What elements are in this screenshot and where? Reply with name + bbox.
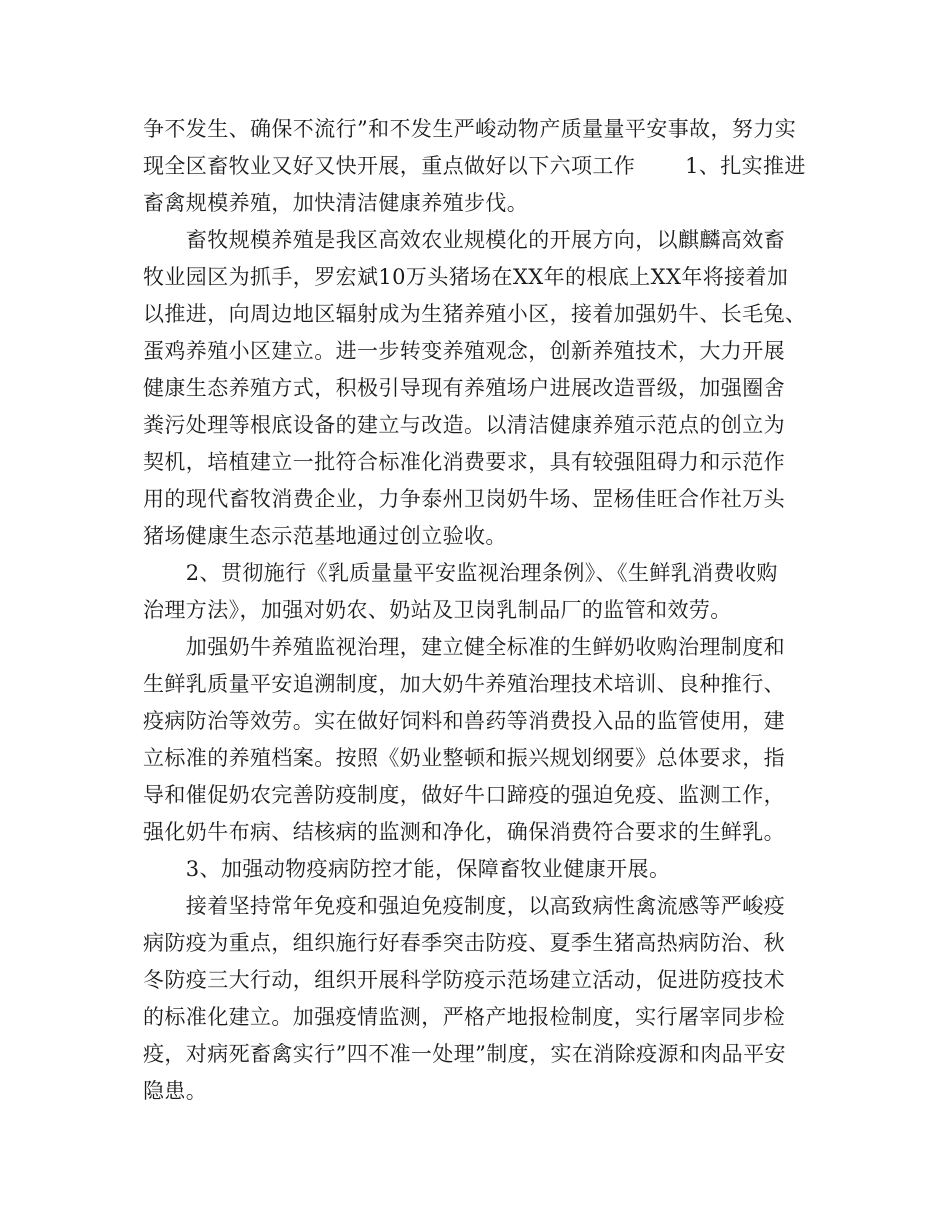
text-line: 强化奶牛布病、结核病的监测和净化，确保消费符合要求的生鲜乳。: [143, 820, 785, 844]
text-line: 疫病防治等效劳。实在做好饲料和兽药等消费投入品的监管使用，建: [143, 709, 785, 733]
text-line: 畜牧规模养殖是我区高效农业规模化的开展方向，以麒麟高效畜: [143, 228, 785, 252]
text-line: 2、贯彻施行《乳质量量平安监视治理条例》、《生鲜乳消费收购: [143, 561, 778, 585]
text-line: 隐患。: [143, 1079, 208, 1103]
text-line: 治理方法》，加强对奶农、奶站及卫岗乳制品厂的监管和效劳。: [143, 598, 732, 622]
text-line: 畜禽规模养殖，加快清洁健康养殖步伐。: [143, 191, 529, 215]
text-line: 导和催促奶农完善防疫制度，做好牛口蹄疫的强迫免疫、监测工作，: [143, 783, 785, 807]
text-line: 用的现代畜牧消费企业，力争泰州卫岗奶牛场、罡杨佳旺合作社万头: [143, 487, 785, 511]
text-line: 的标准化建立。加强疫情监测，严格产地报检制度，实行屠宰同步检: [143, 1005, 785, 1029]
text-line: 加强奶牛养殖监视治理，建立健全标准的生鲜奶收购治理制度和: [143, 635, 785, 659]
text-line: 立标准的养殖档案。按照《奶业整顿和振兴规划纲要》总体要求，指: [143, 746, 785, 770]
text-line: 蛋鸡养殖小区建立。进一步转变养殖观念，创新养殖技术，大力开展: [143, 339, 785, 363]
text-line: 契机，培植建立一批符合标准化消费要求，具有较强阻碍力和示范作: [143, 450, 785, 474]
text-line: 争不发生、确保不流行”和不发生严峻动物产质量量平安事故，努力实: [143, 117, 797, 141]
text-line: 健康生态养殖方式，积极引导现有养殖场户进展改造晋级，加强圈舍: [143, 376, 785, 400]
text-line: 3、加强动物疫病防控才能，保障畜牧业健康开展。: [143, 857, 671, 881]
text-line: 以推进，向周边地区辐射成为生猪养殖小区，接着加强奶牛、长毛兔、: [143, 302, 807, 326]
text-line: 疫，对病死畜禽实行”四不准一处理”制度，实在消除疫源和肉品平安: [143, 1042, 786, 1066]
text-line: 牧业园区为抓手，罗宏斌10万头猪场在XX年的根底上XX年将接着加: [143, 265, 789, 289]
text-line: 粪污处理等根底设备的建立与改造。以清洁健康养殖示范点的创立为: [143, 413, 785, 437]
text-line: 现全区畜牧业又好又快开展，重点做好以下六项工作 1、扎实推进: [143, 154, 806, 178]
text-line: 生鲜乳质量平安追溯制度，加大奶牛养殖治理技术培训、良种推行、: [143, 672, 785, 696]
text-line: 接着坚持常年免疫和强迫免疫制度，以高致病性禽流感等严峻疫: [143, 894, 785, 918]
text-line: 冬防疫三大行动，组织开展科学防疫示范场建立活动，促进防疫技术: [143, 968, 785, 992]
text-line: 猪场健康生态示范基地通过创立验收。: [143, 524, 507, 548]
text-line: 病防疫为重点，组织施行好春季突击防疫、夏季生猪高热病防治、秋: [143, 931, 785, 955]
